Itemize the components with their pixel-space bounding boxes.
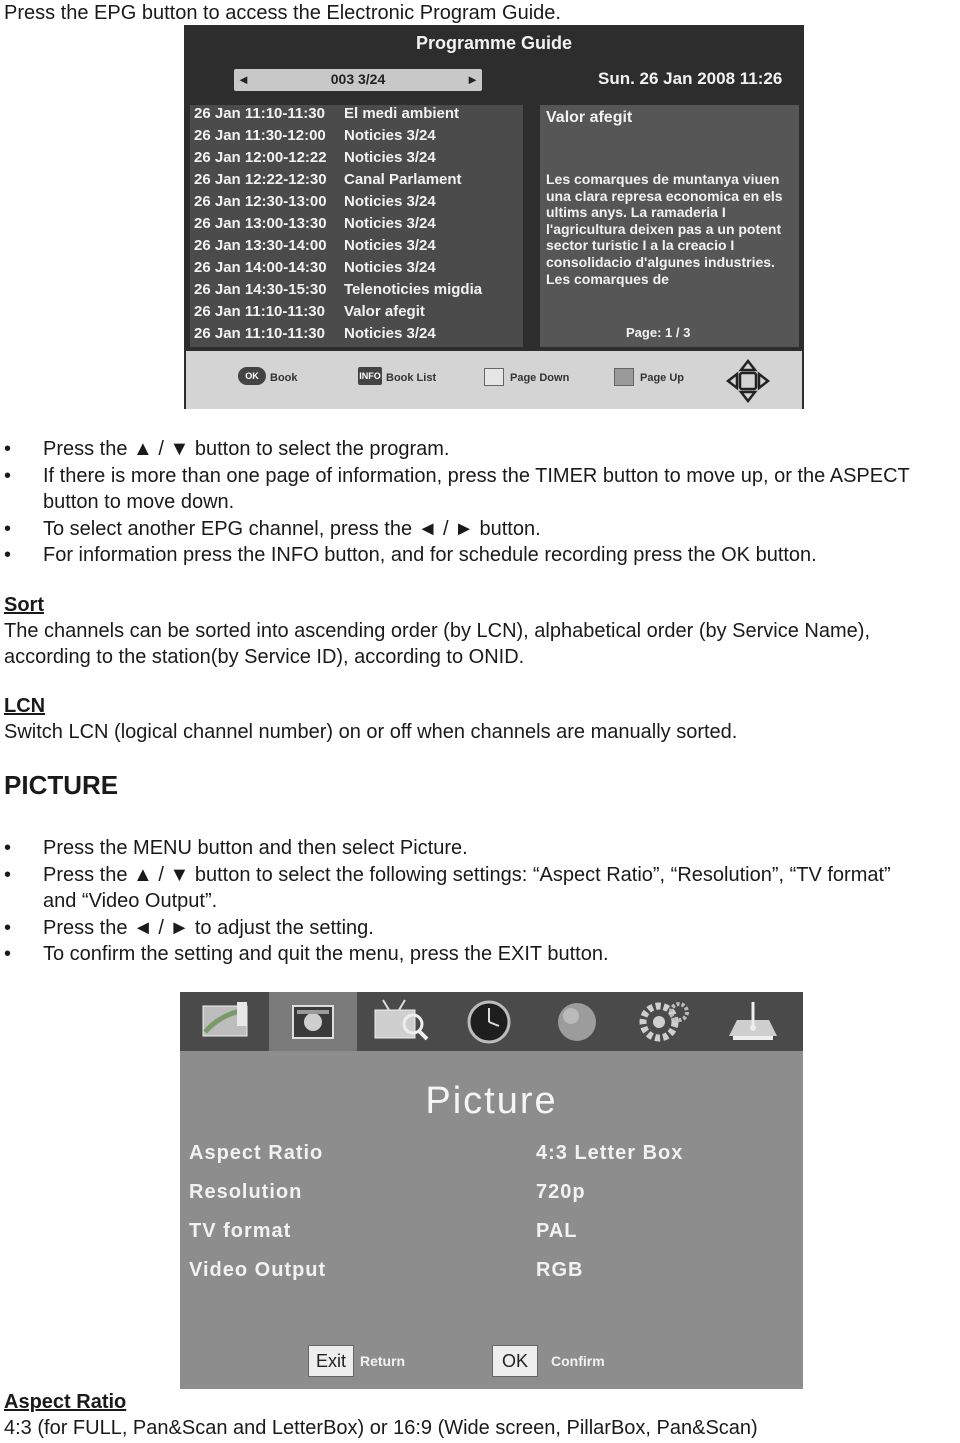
arrow-left-icon[interactable]: ◄ bbox=[237, 72, 250, 87]
arrow-right-icon[interactable]: ► bbox=[466, 72, 479, 87]
setting-value[interactable]: 4:3 Letter Box bbox=[536, 1142, 684, 1164]
info-key-icon[interactable]: INFO bbox=[358, 367, 382, 385]
ok-key-icon[interactable]: OK bbox=[238, 367, 266, 385]
lcn-text: Switch LCN (logical channel number) on or off when channels are manually sorted. bbox=[4, 721, 738, 743]
setting-value[interactable]: 720p bbox=[536, 1181, 586, 1203]
epg-program-row[interactable]: 26 Jan 12:00-12:22 Noticies 3/24 bbox=[194, 149, 436, 166]
return-label: Return bbox=[360, 1353, 406, 1369]
list-item: • To confirm the setting and quit the menu, press the EXIT button. bbox=[0, 941, 923, 968]
page-down-label: Page Down bbox=[510, 372, 570, 384]
epg-program-row[interactable]: 26 Jan 13:00-13:30 Noticies 3/24 bbox=[194, 215, 436, 232]
menu-icon-bar bbox=[180, 992, 803, 1051]
menu-tab-usb[interactable] bbox=[709, 992, 797, 1051]
exit-key[interactable]: Exit bbox=[308, 1345, 354, 1377]
setting-value[interactable]: PAL bbox=[536, 1220, 578, 1242]
list-item: • To select another EPG channel, press the ◄ / ► button. bbox=[0, 516, 923, 543]
picture-menu-screenshot bbox=[180, 992, 803, 1389]
epg-date: Sun. 26 Jan 2008 11:26 bbox=[598, 69, 783, 88]
epg-title: Programme Guide bbox=[415, 33, 573, 53]
epg-program-row[interactable]: 26 Jan 11:30-12:00 Noticies 3/24 bbox=[194, 127, 436, 144]
epg-program-row[interactable]: 26 Jan 12:22-12:30 Canal Parlament bbox=[194, 171, 462, 188]
page-down-key-icon[interactable] bbox=[484, 368, 504, 386]
ok-key[interactable]: OK bbox=[492, 1345, 538, 1377]
epg-program-row[interactable]: 26 Jan 11:10-11:30 Noticies 3/24 bbox=[194, 325, 436, 342]
clock-icon bbox=[445, 992, 533, 1051]
sort-text: The channels can be sorted into ascending order (by LCN), alphabetical order (by Service Name), according to the station(by Service ID), according to ONID. bbox=[4, 620, 870, 668]
setting-label: Aspect Ratio bbox=[189, 1142, 324, 1164]
epg-program-list bbox=[190, 105, 523, 347]
intro-text: Press the EPG button to access the Electronic Program Guide. bbox=[4, 2, 561, 24]
menu-tab-language[interactable] bbox=[533, 992, 621, 1051]
setting-value[interactable]: RGB bbox=[536, 1259, 584, 1281]
picture-icon bbox=[269, 992, 357, 1051]
gears-icon bbox=[621, 992, 709, 1051]
picture-instructions bbox=[0, 835, 923, 968]
setting-label: Resolution bbox=[189, 1181, 303, 1203]
page-up-label: Page Up bbox=[640, 372, 685, 384]
epg-program-row[interactable]: 26 Jan 13:30-14:00 Noticies 3/24 bbox=[194, 237, 436, 254]
globe-icon bbox=[533, 992, 621, 1051]
book-label: Book bbox=[270, 372, 298, 384]
menu-tab-time[interactable] bbox=[445, 992, 533, 1051]
list-item: • If there is more than one page of information, press the TIMER button to move up, or the ASPECT button to move down. bbox=[0, 463, 923, 516]
list-item: • Press the ▲ / ▼ button to select the following settings: “Aspect Ratio”, “Resolution”, “TV format” and “Video Output”. bbox=[0, 862, 923, 915]
epg-channel: 003 3/24 bbox=[330, 71, 386, 87]
aspect-ratio-heading: Aspect Ratio bbox=[4, 1391, 127, 1413]
navigation-pad-icon bbox=[726, 359, 770, 403]
epg-info-text: Les comarques de muntanya viuen una clara represa economica en els ultims anys. La ramaderia I l'agricultura deixen pas a un potent sector turistic I a la creacio I consolidacio d'algunes industries. Les comarques de bbox=[546, 171, 783, 287]
menu-tab-settings[interactable] bbox=[621, 992, 709, 1051]
epg-info-title: Valor afegit bbox=[546, 109, 633, 126]
channel-icon bbox=[181, 992, 269, 1051]
epg-footer bbox=[186, 351, 802, 409]
picture-menu-title: Picture bbox=[425, 1080, 558, 1122]
confirm-label: Confirm bbox=[551, 1353, 605, 1369]
setting-label: Video Output bbox=[189, 1259, 327, 1281]
usb-icon bbox=[709, 992, 797, 1051]
menu-tab-picture[interactable] bbox=[269, 992, 357, 1051]
list-item: • For information press the INFO button, and for schedule recording press the OK button. bbox=[0, 542, 923, 569]
epg-screenshot bbox=[184, 25, 804, 409]
book-list-label: Book List bbox=[386, 372, 437, 384]
menu-tab-channel[interactable] bbox=[181, 992, 269, 1051]
search-tv-icon bbox=[357, 992, 445, 1051]
epg-info-panel bbox=[540, 105, 799, 347]
sort-heading: Sort bbox=[4, 594, 44, 616]
lcn-heading: LCN bbox=[4, 695, 46, 717]
setting-label: TV format bbox=[189, 1220, 292, 1242]
page-up-key-icon[interactable] bbox=[614, 368, 634, 386]
epg-channel-bar[interactable] bbox=[234, 69, 482, 91]
epg-instructions bbox=[0, 436, 923, 569]
epg-program-row[interactable]: 26 Jan 14:00-14:30 Noticies 3/24 bbox=[194, 259, 436, 276]
epg-program-row[interactable]: 26 Jan 11:10-11:30 Valor afegit bbox=[194, 303, 425, 320]
list-item: • Press the MENU button and then select Picture. bbox=[0, 835, 923, 862]
epg-program-row[interactable]: 26 Jan 11:10-11:30 El medi ambient bbox=[194, 105, 460, 122]
list-item: • Press the ▲ / ▼ button to select the program. bbox=[0, 436, 923, 463]
picture-section-title: PICTURE bbox=[4, 770, 119, 800]
list-item: • Press the ◄ / ► to adjust the setting. bbox=[0, 915, 923, 942]
epg-program-row[interactable]: 26 Jan 12:30-13:00 Noticies 3/24 bbox=[194, 193, 436, 210]
menu-tab-search[interactable] bbox=[357, 992, 445, 1051]
epg-program-row[interactable]: 26 Jan 14:30-15:30 Telenoticies migdia bbox=[194, 281, 483, 298]
epg-info-page: Page: 1 / 3 bbox=[626, 325, 691, 340]
aspect-ratio-text: 4:3 (for FULL, Pan&Scan and LetterBox) or 16:9 (Wide screen, PillarBox, Pan&Scan) bbox=[4, 1417, 758, 1439]
